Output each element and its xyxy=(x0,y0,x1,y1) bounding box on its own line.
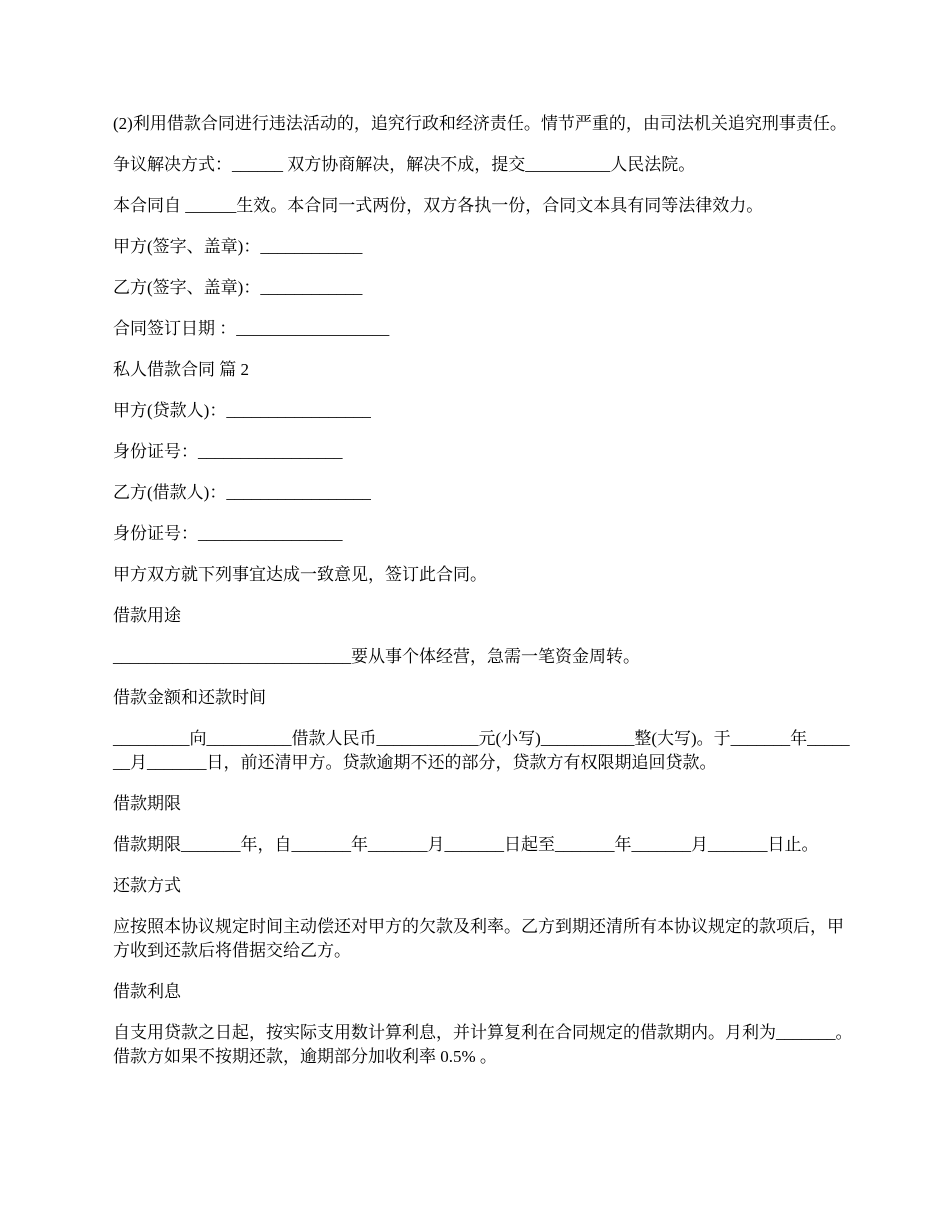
party-a-signature-line: 甲方(签字、盖章)：____________ xyxy=(113,237,363,256)
loan-purpose-text: ____________________________要从事个体经营，急需一笔资金周转。 xyxy=(113,647,640,666)
document-page xyxy=(113,112,853,1086)
repayment-method-text: 应按照本协议规定时间主动偿还对甲方的欠款及利率。乙方到期还清所有本协议规定的款项后，甲方收到还款后将借据交给乙方。 xyxy=(113,917,844,960)
lender-id-field: 身份证号：_________________ xyxy=(113,442,343,461)
borrower-id-field: 身份证号：_________________ xyxy=(113,524,343,543)
heading-loan-purpose: 借款用途 xyxy=(113,606,181,625)
loan-interest-text: 自支用贷款之日起，按实际支用数计算利息，并计算复利在合同规定的借款期内。月利为_______。借款方如果不按期还款，逾期部分加收利率 0.5% 。 xyxy=(113,1023,853,1066)
party-b-signature-line: 乙方(签字、盖章)：____________ xyxy=(113,278,363,297)
signing-date-line: 合同签订日期 ：__________________ xyxy=(113,319,390,338)
loan-term-text: 借款期限_______年，自_______年_______月_______日起至_______年_______月_______日止。 xyxy=(113,835,819,854)
borrower-field: 乙方(借款人)：_________________ xyxy=(113,483,371,502)
agreement-intro: 甲方双方就下列事宜达成一致意见，签订此合同。 xyxy=(113,565,487,584)
loan-amount-text: _________向__________借款人民币____________元(小写)___________整(大写)。于_______年_______月_______日，前还清甲方。贷款逾期不还的部分，贷款方有权限期追回贷款。 xyxy=(113,729,850,772)
heading-loan-amount: 借款金额和还款时间 xyxy=(113,688,266,707)
lender-field: 甲方(贷款人)：_________________ xyxy=(113,401,371,420)
heading-loan-interest: 借款利息 xyxy=(113,982,181,1001)
effectiveness-clause: 本合同自 ______生效。本合同一式两份，双方各执一份，合同文本具有同等法律效力。 xyxy=(113,196,764,215)
heading-loan-term: 借款期限 xyxy=(113,794,181,813)
heading-repayment-method: 还款方式 xyxy=(113,876,181,895)
section-title: 私人借款合同 篇 2 xyxy=(113,360,249,379)
dispute-resolution-clause: 争议解决方式：______ 双方协商解决，解决不成，提交__________人民法院。 xyxy=(113,155,696,174)
penalty-clause: (2)利用借款合同进行违法活动的，追究行政和经济责任。情节严重的，由司法机关追究刑事责任。 xyxy=(113,114,847,133)
